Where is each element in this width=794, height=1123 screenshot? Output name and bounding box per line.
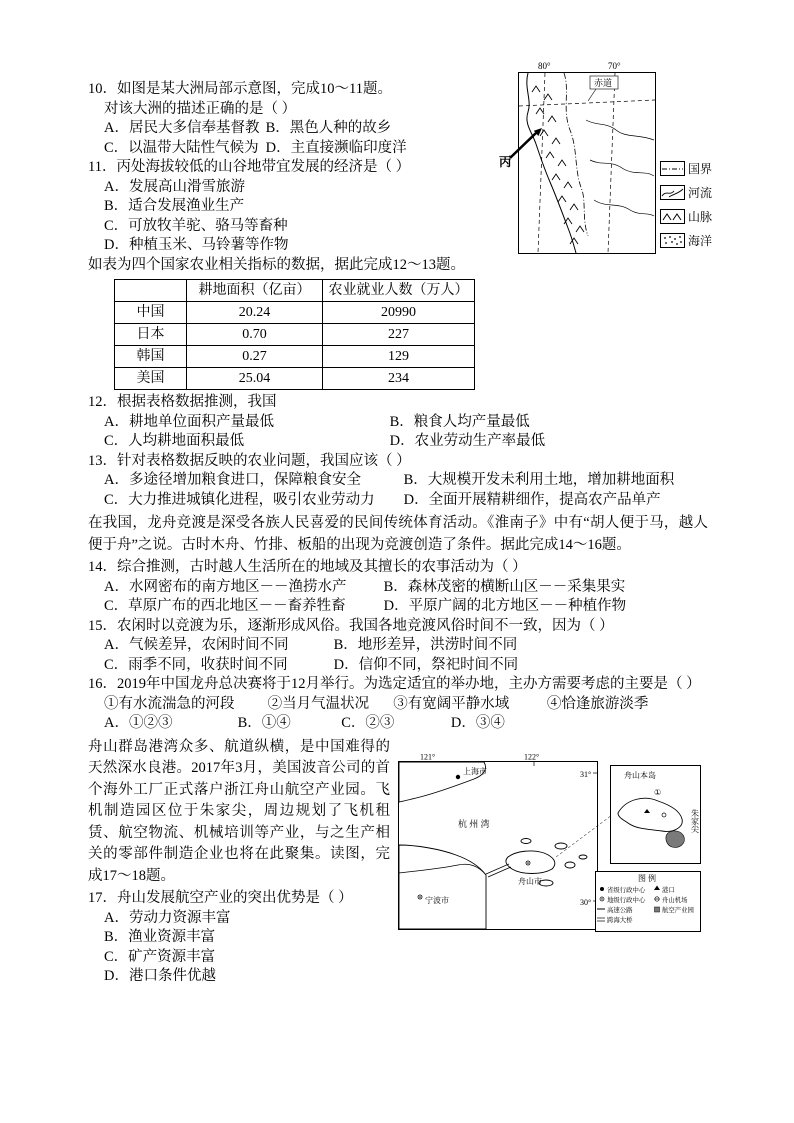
prefecture-center-icon-core xyxy=(601,898,602,899)
question-15-options-ab xyxy=(88,636,708,656)
item-4: ④恰逢旅游淡季 xyxy=(546,695,649,712)
cell-area: 0.70 xyxy=(187,324,323,346)
cell-country: 美国 xyxy=(115,368,187,390)
provincial-center-icon xyxy=(600,887,604,891)
exam-page-content xyxy=(88,80,708,987)
option-d xyxy=(88,967,708,987)
option-c-text: C．矿产资源丰富 xyxy=(104,948,216,965)
question-14-stem: 14．综合推测，古时越人生活所在的地域及其擅长的农事活动为（ ） xyxy=(88,559,527,575)
question-14 xyxy=(88,558,708,617)
option-d: D．③④ xyxy=(450,715,505,731)
option-c: C．大力推进城镇化进程，吸引农业劳动力 xyxy=(104,491,375,508)
option-d: D．信仰不同，祭祀时间不同 xyxy=(333,656,519,673)
question-13-stem: 13．针对表格数据反映的农业问题，我国应该（ ） xyxy=(88,452,411,469)
item-1: ①有水流湍急的河段 xyxy=(104,695,235,712)
option-b: B．地形差异，洪涝时间不同 xyxy=(333,637,518,653)
option-c: C．人均耕地面积最低 xyxy=(104,433,245,449)
inset-zhoushan-island xyxy=(611,765,701,863)
legend-label: 港口 xyxy=(662,886,675,894)
option-b: B．黑色人种的故乡 xyxy=(265,120,392,136)
provincial-center-dot xyxy=(456,774,460,778)
zhujiajian-island xyxy=(666,830,684,846)
option-b xyxy=(88,197,494,217)
question-16-stem: 16．2019年中国龙舟总决赛将于12月举行。为选定适宜的举办地，主办方需要考虑的主要是（ ） xyxy=(88,676,701,692)
legend-label: 舟山机场 xyxy=(662,896,688,904)
option-d-text: D．种植玉米、马铃薯等作物 xyxy=(104,237,289,253)
question-12-options-ab xyxy=(88,413,708,433)
item-2: ②当月气温状况 xyxy=(267,695,370,712)
question-11-stem: 11．丙处海拔较低的山谷地带宜发展的经济是（ ） xyxy=(88,159,411,175)
option-c: C．以温带大陆性气候为 xyxy=(104,139,259,156)
question-15-options-cd xyxy=(88,656,708,676)
legend-label: 航空产业园 xyxy=(662,906,694,914)
cell-employ: 234 xyxy=(323,368,475,390)
question-17-stem: 17．舟山发展航空产业的突出优势是（ ） xyxy=(88,890,353,906)
city-center-core xyxy=(527,862,529,864)
option-a: A．①②③ xyxy=(104,715,173,731)
option-a-text: A．发展高山滑雪旅游 xyxy=(104,178,245,195)
question-11 xyxy=(88,158,494,256)
question-12-stem: 12．根据表格数据推测，我国 xyxy=(88,394,277,410)
zhujiajian-label: 朱家尖 xyxy=(690,808,700,833)
zhoushan-map xyxy=(396,753,708,939)
legend-label: 高速公路 xyxy=(607,906,633,914)
cell-area: 25.04 xyxy=(187,368,323,390)
equator-label: 赤道 xyxy=(594,78,613,88)
option-a: A．耕地单位面积产量最低 xyxy=(104,413,274,430)
header-cell-empty xyxy=(115,280,187,302)
table-intro: 如表为四个国家农业相关指标的数据，据此完成12～13题。 xyxy=(88,256,465,273)
option-a-text: A．劳动力资源丰富 xyxy=(104,909,231,926)
option-c-text: C．可放牧羊驼、骆马等畜种 xyxy=(104,217,288,234)
question-10 xyxy=(88,80,494,158)
question-10-options-ab xyxy=(88,119,494,139)
legend-label: 地级行政中心 xyxy=(607,896,646,904)
inset-marker-1: ① xyxy=(654,787,662,797)
legend-label: 海洋 xyxy=(688,233,713,248)
question-13 xyxy=(88,452,708,511)
hangzhou-bay-label: 杭 州 湾 xyxy=(458,818,490,829)
industry-park-icon xyxy=(655,907,660,912)
table-header-row xyxy=(115,280,475,302)
question-10-substem: 对该大洲的描述正确的是（ ） xyxy=(104,100,297,117)
map2-legend xyxy=(596,871,701,931)
option-c xyxy=(88,217,494,237)
question-12-options-cd xyxy=(88,432,708,452)
legend-label: 国界 xyxy=(688,161,713,176)
shanghai-label: 上海市 xyxy=(463,766,487,776)
longitude-label-80: 80° xyxy=(538,61,551,71)
table-row-usa xyxy=(115,368,475,390)
longitude-label-122: 122° xyxy=(524,752,540,761)
cell-employ: 20990 xyxy=(323,302,475,324)
legend-label: 山脉 xyxy=(688,209,713,224)
option-a: A．水网密布的南方地区－－渔捞水产 xyxy=(104,578,347,595)
passage-dragon-boat: 在我国，龙舟竞渡是深受各族人民喜爱的民间传统体育活动。《淮南子》中有“胡人便于马，越人便于舟”之说。古时木舟、竹排、板船的出现为竞渡创造了条件。据此完成14～16题。 xyxy=(88,515,708,553)
option-c: C．雨季不同，收获时间不同 xyxy=(104,656,288,673)
legend-label: 省级行政中心 xyxy=(607,886,646,894)
question-14-options-ab xyxy=(88,578,708,598)
header-cell-area: 耕地面积（亿亩） xyxy=(187,280,323,302)
cell-area: 0.27 xyxy=(187,346,323,368)
table-row-china xyxy=(115,302,475,324)
cell-country: 日本 xyxy=(115,324,187,346)
option-a: A．多途径增加粮食进口，保障粮食安全 xyxy=(104,472,361,488)
legend-title: 图 例 xyxy=(638,873,656,883)
option-d: D．平原广阔的北方地区－－种植作物 xyxy=(383,598,627,614)
longitude-label-121: 121° xyxy=(420,752,436,761)
cell-employ: 129 xyxy=(323,346,475,368)
option-d-text: D．港口条件优越 xyxy=(104,968,216,984)
option-c: C．②③ xyxy=(341,715,395,731)
question-12 xyxy=(88,393,708,452)
latitude-label-30: 30° xyxy=(580,897,592,907)
latitude-label-31: 31° xyxy=(580,769,592,779)
cell-area: 20.24 xyxy=(187,302,323,324)
legend-label: 河流 xyxy=(688,185,713,200)
table-row-korea xyxy=(115,346,475,368)
option-a: A．居民大多信奉基督教 xyxy=(104,120,260,136)
option-a xyxy=(88,178,494,198)
option-d xyxy=(88,236,494,256)
option-d: D．全面开展精耕细作，提高农产品单产 xyxy=(403,491,661,508)
option-a: A．气候差异，农闲时间不同 xyxy=(104,637,289,653)
question-10-options-cd xyxy=(88,139,494,159)
option-b: B．大规模开发未利用土地，增加耕地面积 xyxy=(403,472,675,488)
table-row-japan xyxy=(115,324,475,346)
question-13-options-cd xyxy=(88,491,708,511)
question-16-options xyxy=(88,714,708,734)
question-15 xyxy=(88,617,708,676)
option-b: B．粮食人均产量最低 xyxy=(389,413,530,430)
point-bing-label: 丙 xyxy=(499,155,512,169)
option-b: B．①④ xyxy=(237,715,291,731)
legend-label: 跨海大桥 xyxy=(607,916,633,924)
zhoushan-label: 舟山市 xyxy=(518,876,542,886)
option-b-text: B．适合发展渔业生产 xyxy=(104,198,245,214)
question-15-stem: 15．农闲时以竞渡为乐，逐渐形成风俗。我国各地竞渡风俗时间不一致，因为（ ） xyxy=(88,617,614,634)
zhoushan-section xyxy=(88,737,708,987)
agriculture-data-table xyxy=(114,279,475,390)
option-c xyxy=(88,948,708,968)
zhoushan-map-figure xyxy=(396,753,708,939)
option-b-text: B．渔业资源丰富 xyxy=(104,929,216,945)
inset-title: 舟山本岛 xyxy=(624,770,656,780)
cell-country: 韩国 xyxy=(115,346,187,368)
question-14-options-cd xyxy=(88,597,708,617)
question-16-items xyxy=(88,695,708,715)
passage-zhoushan: 舟山群岛港湾众多、航道纵横，是中国难得的天然深水良港。2017年3月，美国波音公司的首个海外工厂正式落户浙江舟山航空产业园。飞机制造园区位于朱家尖，周边规划了飞机租赁、航空物流、机械培训等产业，与之生产相关的零部件制造企业也将在此聚集。读图，完成17～18题。 xyxy=(88,738,390,884)
ningbo-label: 宁波市 xyxy=(425,895,449,905)
question-10-stem: 10．如图是某大洲局部示意图，完成10～11题。 xyxy=(88,81,392,97)
option-b: B．森林茂密的横断山区－－采集果实 xyxy=(383,578,626,595)
header-cell-employ: 农业就业人数（万人） xyxy=(323,280,475,302)
question-13-options-ab xyxy=(88,471,708,491)
city-center-core xyxy=(419,896,421,898)
cell-country: 中国 xyxy=(115,302,187,324)
item-3: ③有宽阔平静水域 xyxy=(393,695,510,712)
option-d: D．主直接濒临印度洋 xyxy=(265,139,407,156)
cell-employ: 227 xyxy=(323,324,475,346)
option-c: C．草原广布的西北地区－－畜养牲畜 xyxy=(104,598,346,614)
option-d: D．农业劳动生产率最低 xyxy=(389,433,546,449)
longitude-label-70: 70° xyxy=(608,61,621,71)
question-16 xyxy=(88,675,708,734)
